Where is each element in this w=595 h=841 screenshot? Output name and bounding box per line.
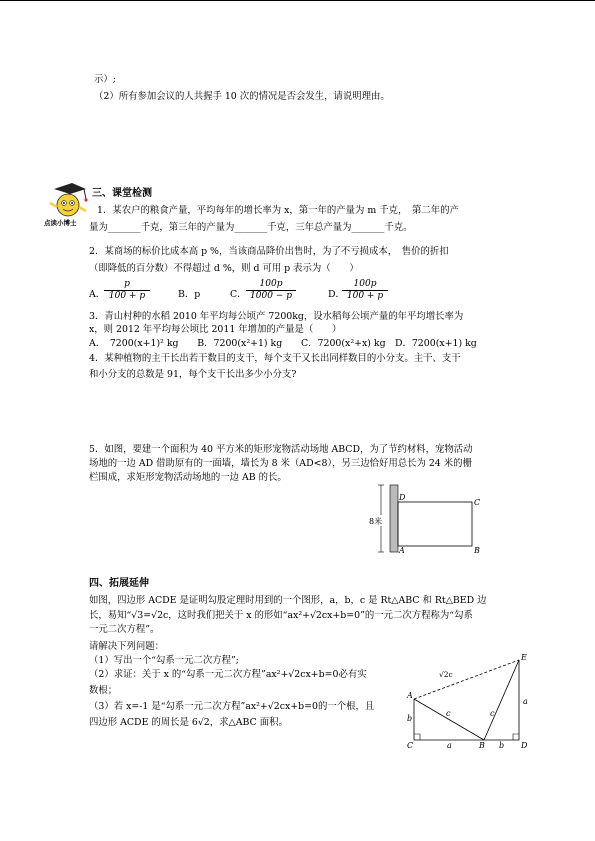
point-b-label: B [479, 741, 485, 750]
q1-line-2: 量为_______千克，第三年的产量为_______千克，三年总产量为_______千克。 [89, 222, 413, 233]
figure-rectangle-abcd [366, 482, 492, 554]
q4-line-1: 4．某种植物的主干长出若干数目的支干，每个支干又长出同样数目的小分支。主干、支干 [89, 353, 461, 364]
formula-task-3: ax²+√2cx+b=0 [245, 701, 318, 712]
page-top-border [0, 0, 595, 1]
sec4-para-line-2-start: 长，易知“ [89, 610, 132, 621]
q4-line-2: 和小分支的总数是 91，每个支干长出多少小分支? [89, 369, 297, 380]
trapezoid-outline [414, 660, 519, 740]
q2-option-a-label: A． [89, 289, 106, 300]
side-a-bottom-label: a [447, 741, 452, 750]
sec4-instruction: 请解决下列问题： [89, 641, 165, 652]
formula-gouxi-equation: ax²+√2cx+b=0 [287, 610, 361, 621]
section-4-heading: 四、拓展延伸 [89, 578, 149, 589]
sec4-task-3-continued: 四边形 ACDE 的周长是 6√2，求△ABC 面积。 [89, 717, 288, 728]
sec4-para-line-2-end: ”的一元二次方程称为“勾系 [360, 610, 473, 621]
rectangle-abcd [398, 502, 472, 546]
sec4-para-line-2 [89, 609, 473, 622]
segment-ab [414, 699, 484, 740]
sec4-para-line-1: 如图，四边形 ACDE 是证明勾股定理时用到的一个图形，a，b，c 是 Rt△ABC 和 Rt△BED 边 [89, 595, 487, 606]
sec4-task-3 [89, 700, 374, 713]
point-e-label: E [521, 653, 527, 662]
q1-line-1: 1．某农户的粮食产量，平均每年的增长率为 x，第一年的产量为 m 千克， 第二年的产 [97, 205, 459, 216]
side-a-right-label: a [523, 697, 528, 706]
q2-line-2: （即降低的百分数）不得超过 d %，则 d 可用 p 表示为（ ） [89, 263, 359, 274]
point-c-label: C [474, 498, 481, 507]
sec4-task-1: （1）写出一个“勾系一元二次方程”; [89, 655, 239, 666]
side-c-ab-label: c [446, 709, 451, 718]
segment-be [484, 660, 519, 740]
sec4-task-2-end: 必有实 [338, 669, 367, 680]
q5-line-3: 栏围成，求矩形宠物活动场地的一边 AB 的长。 [89, 472, 287, 483]
side-b-left-label: b [407, 714, 413, 723]
q2-option-a-fraction [104, 279, 150, 302]
wall-shape [390, 485, 398, 552]
figure-trapezoid-acde [402, 652, 534, 752]
sec4-task-2-start: （2）求证：关于 x 的“勾系一元二次方程” [89, 669, 266, 680]
point-a-label: A [399, 546, 405, 554]
sqrt-label: √2c [439, 670, 453, 679]
sec4-task-3-start: （3）若 x=-1 是“勾系一元二次方程” [89, 701, 246, 712]
point-d-label: D [399, 493, 406, 502]
point-a-label: A [407, 691, 413, 700]
q2-option-a-numerator: p [104, 279, 150, 291]
question-part-2: （2）所有参加会议的人共握手 10 次的情况是否会发生，请说明理由。 [94, 91, 390, 102]
q3-line-1: 3．青山村种的水稻 2010 年平均每公顷产 7200kg，设水稻每公顷产量的年平均增长率为 [89, 311, 464, 322]
sec4-para-line-3: 一元二次方程”。 [89, 624, 160, 635]
q2-option-c-numerator: 100p [246, 279, 296, 291]
wall-length-label: 8米 [369, 517, 383, 526]
q2-option-c-label: C． [230, 289, 247, 300]
q2-option-b: B．p [178, 289, 201, 300]
point-c-label: C [407, 741, 414, 750]
q3-options: A． 7200(x+1)² kg B．7200(x²+1) kg C．7200(x²+x) kg D．7200(x+1) kg [89, 338, 477, 349]
q2-option-a-denominator: 100 + p [108, 291, 146, 301]
side-b-bottom-label: b [499, 741, 505, 750]
point-d-label: D [521, 741, 528, 750]
q2-option-d-numerator: 100p [342, 279, 388, 291]
side-c-be-label: c [490, 709, 495, 718]
q2-option-d-denominator: 100 + p [346, 291, 384, 301]
top-fragment: 示）; [94, 74, 116, 85]
q2-line-1: 2．某商场的标价比成本高 p %，当该商品降价出售时，为了不亏损成本， 售价的折扣 [89, 246, 449, 257]
q3-line-2: x，则 2012 年平均每公顷比 2011 年增加的产量是（ ） [89, 324, 342, 335]
sec4-task-2 [89, 668, 367, 681]
q2-option-c-fraction [246, 279, 296, 302]
q2-option-d-fraction [342, 279, 388, 302]
q2-option-d-label: D． [328, 289, 345, 300]
segment-ae [414, 660, 519, 699]
mascot-label: 点读小博士 [44, 219, 77, 227]
point-b-label: B [474, 546, 480, 554]
section-3-heading: 三、课堂检测 [92, 188, 152, 199]
sec4-task-3-end: 的一个根，且 [317, 701, 375, 712]
sec4-para-line-2-middle: ，这时我们把关于 x 的形如“ [168, 610, 288, 621]
q2-option-c-denominator: 1000 − p [250, 291, 292, 301]
sec4-task-2-continued: 数根； [89, 685, 118, 696]
formula-sqrt-relation: √3=√2c [131, 610, 169, 621]
q5-line-1: 5．如图，要建一个面积为 40 平方米的矩形宠物活动场地 ABCD，为了节约材料，宠物活动 [89, 444, 473, 455]
formula-task-2: ax²+√2cx+b=0 [265, 669, 339, 680]
q5-line-2: 场地的一边 AD 借助原有的一面墙，墙长为 8 米（AD<8），另三边恰好用总长为 24 米的栅 [89, 458, 472, 469]
